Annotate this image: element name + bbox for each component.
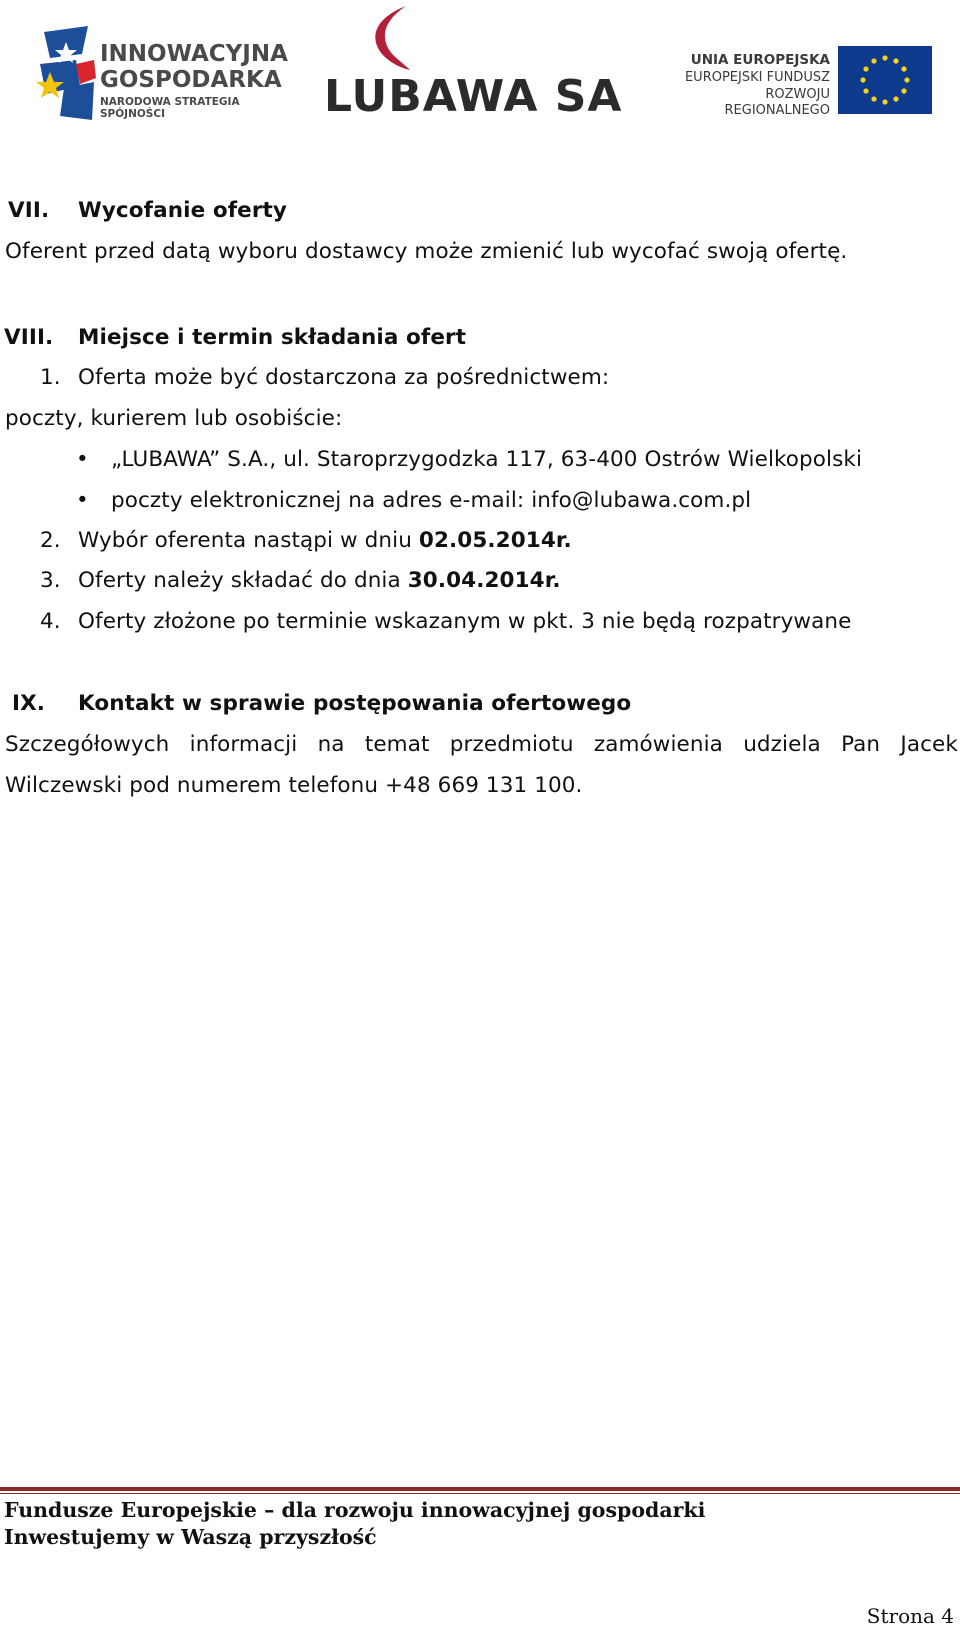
eu-logo (660, 46, 936, 116)
item3-text: Oferty należy składać do dnia (78, 568, 408, 593)
word: Szczegółowych (5, 732, 170, 757)
item2-line (78, 527, 572, 555)
eu-line1: UNIA EUROPEJSKA (690, 52, 830, 68)
section-vii-title: Wycofanie oferty (78, 198, 288, 223)
bullet-1-text: „LUBAWA” S.A., ul. Staroprzygodzka 117, 63-400 Ostrów Wielkopolski (111, 447, 863, 472)
bullet-2-text: poczty elektronicznej na adres e-mail: info@lubawa.com.pl (111, 488, 752, 513)
innowacyjna-line1: INNOWACYJNA (100, 41, 288, 67)
section-viii-number: VIII. (4, 325, 54, 350)
word: Pan (841, 732, 881, 757)
item4-number: 4. (40, 609, 61, 634)
item2-text: Wybór oferenta nastąpi w dniu (78, 528, 419, 553)
footer-line1: Fundusze Europejskie – dla rozwoju innowacyjnej gospodarki (4, 1498, 706, 1522)
section-vii-number: VII. (8, 198, 50, 223)
page-number: Strona 4 (866, 1604, 954, 1628)
innowacyjna-gospodarka-emblem-icon (36, 24, 98, 124)
innowacyjna-line2: GOSPODARKA (100, 67, 282, 93)
word: zamówienia (593, 732, 723, 757)
eu-flag-icon (838, 46, 932, 114)
item2-date: 02.05.2014r. (418, 528, 572, 553)
item1-number: 1. (40, 365, 61, 390)
header (0, 0, 960, 140)
eu-line3: ROZWOJU REGIONALNEGO (724, 87, 830, 118)
innowacyjna-line3: NARODOWA STRATEGIA SPÓJNOŚCI (100, 96, 240, 120)
word: przedmiotu (449, 732, 574, 757)
lubawa-swoosh-icon (370, 4, 420, 74)
item3-line (78, 567, 561, 595)
footer-line2: Inwestujemy w Waszą przyszłość (4, 1525, 377, 1549)
lubawa-logo (324, 4, 630, 124)
eu-line2: EUROPEJSKI FUNDUSZ (684, 70, 830, 85)
bullet-2: • (76, 488, 89, 513)
word: udziela (743, 732, 821, 757)
lubawa-wordmark: LUBAWA SA (324, 71, 623, 122)
word: temat (364, 732, 430, 757)
section-ix-number: IX. (12, 691, 46, 716)
item2-number: 2. (40, 528, 61, 553)
section-ix-body-line1 (5, 731, 958, 759)
innowacyjna-gospodarka-logo (36, 24, 296, 124)
section-ix-title: Kontakt w sprawie postępowania ofertowego (78, 691, 632, 716)
item3-number: 3. (40, 568, 61, 593)
footer-rule-thin (0, 1493, 960, 1494)
footer-rule-thick (0, 1487, 960, 1491)
bullet-1: • (76, 447, 89, 472)
item1-continuation: poczty, kurierem lub osobiście: (5, 406, 343, 431)
word: Jacek (900, 732, 958, 757)
item1-text: Oferta może być dostarczona za pośrednictwem: (78, 365, 610, 390)
word: na (317, 732, 345, 757)
word: informacji (189, 732, 298, 757)
item3-date: 30.04.2014r. (407, 568, 561, 593)
section-vii-body: Oferent przed datą wyboru dostawcy może zmienić lub wycofać swoją ofertę. (5, 239, 848, 264)
section-viii-title: Miejsce i termin składania ofert (78, 325, 467, 350)
item4-text: Oferty złożone po terminie wskazanym w pkt. 3 nie będą rozpatrywane (78, 609, 852, 634)
section-ix-body-line2: Wilczewski pod numerem telefonu +48 669 131 100. (5, 773, 583, 798)
